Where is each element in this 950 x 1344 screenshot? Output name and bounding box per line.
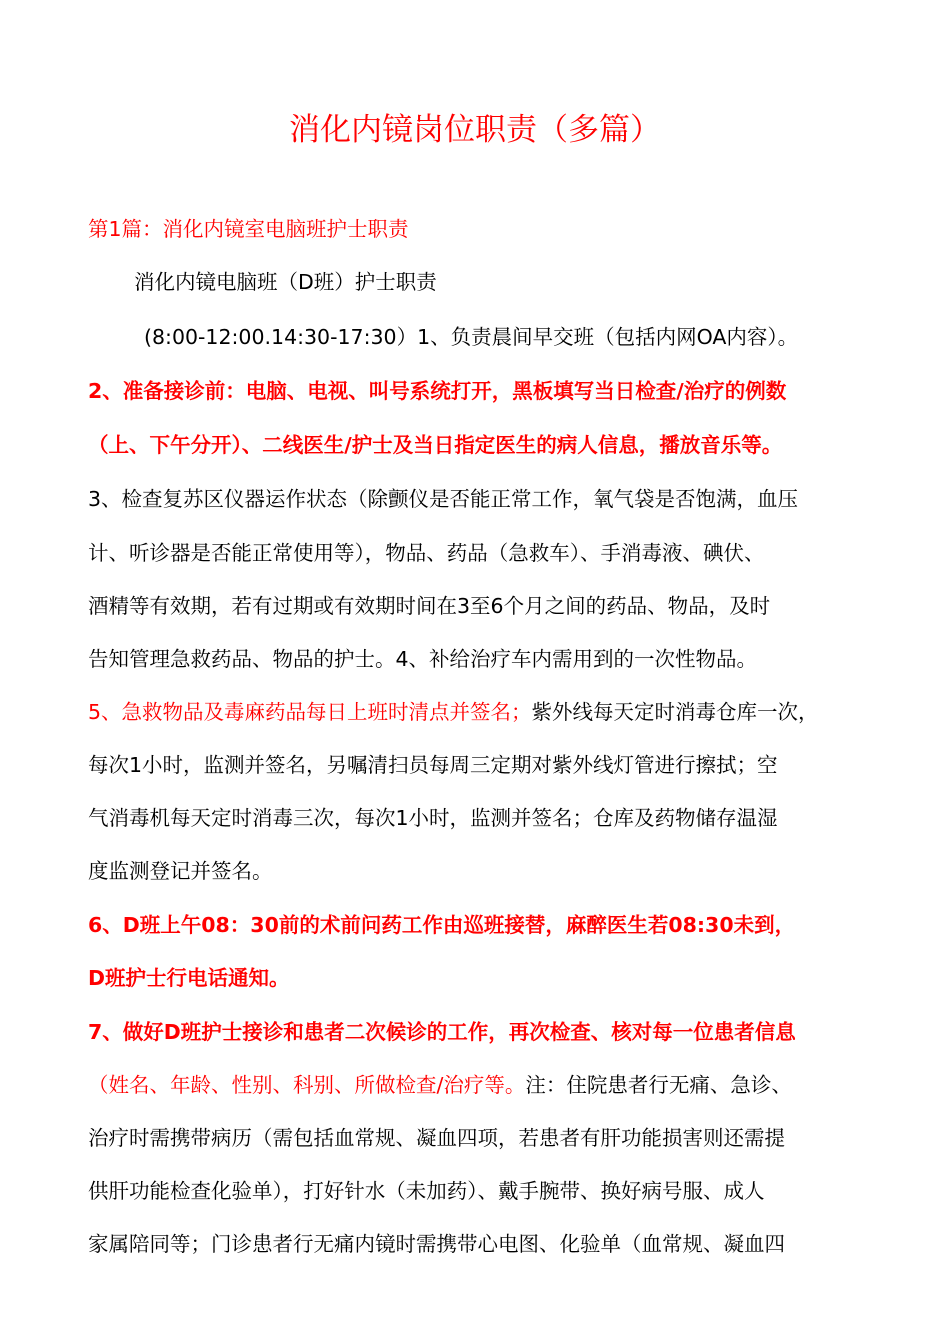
item-7-line: 治疗时需携带病历（需包括血常规、凝血四项，若患者有肝功能损害则还需提 <box>88 1126 785 1150</box>
item-6-line: 6、D班上午08：30前的术前问药工作由巡班接替，麻醉医生若08:30未到， <box>88 913 796 937</box>
item-7-black-text: 注：住院患者行无痛、急诊、 <box>525 1073 792 1097</box>
item-7-red-text: （姓名、年龄、性别、科别、所做检查/治疗等。 <box>88 1073 526 1097</box>
item-5-line: 气消毒机每天定时消毒三次，每次1小时，监测并签名；仓库及药物储存温湿 <box>88 806 778 830</box>
document-title: 消化内镜岗位职责（多篇） <box>289 112 661 148</box>
item-5-red-text: 5、急救物品及毒麻药品每日上班时清点并签名； <box>88 700 532 724</box>
item-6-line: D班护士行电话通知。 <box>88 966 290 990</box>
item-7-line: 供肝功能检查化验单），打好针水（未加药）、戴手腕带、换好病号服、成人 <box>88 1179 765 1203</box>
item-2-line: 2、准备接诊前：电脑、电视、叫号系统打开，黑板填写当日检查/治疗的例数 <box>88 379 787 403</box>
item-5-black-text: 紫外线每天定时消毒仓库一次， <box>531 700 819 724</box>
item-5-line: 每次1小时，监测并签名，另嘱清扫员每周三定期对紫外线灯管进行擦拭；空 <box>88 753 778 777</box>
subtitle: 消化内镜电脑班（D班）护士职责 <box>134 270 437 294</box>
item-7-line: 家属陪同等；门诊患者行无痛内镜时需携带心电图、化验单（血常规、凝血四 <box>88 1232 785 1256</box>
item-7-second-line <box>88 1070 792 1100</box>
item-3-line: 计、听诊器是否能正常使用等），物品、药品（急救车）、手消毒液、碘伏、 <box>88 541 765 565</box>
item-7-line: 7、做好D班护士接诊和患者二次候诊的工作，再次检查、核对每一位患者信息 <box>88 1020 796 1044</box>
item-2-line: （上、下午分开）、二线医生/护士及当日指定医生的病人信息，播放音乐等。 <box>88 433 783 457</box>
item-3-line: 3、检查复苏区仪器运作状态（除颤仪是否能正常工作，氧气袋是否饱满，血压 <box>88 487 799 511</box>
section-heading: 第1篇：消化内镜室电脑班护士职责 <box>88 217 409 241</box>
item-5-first-line <box>88 697 819 727</box>
item-3-line: 酒精等有效期，若有过期或有效期时间在3至6个月之间的药品、物品，及时 <box>88 594 771 618</box>
item-3-line: 告知管理急救药品、物品的护士。4、补给治疗车内需用到的一次性物品。 <box>88 647 758 671</box>
item-1-paragraph: (8:00-12:00.14:30-17:30）1、负责晨间早交班（包括内网OA内容）。 <box>144 325 799 349</box>
item-5-line: 度监测登记并签名。 <box>88 859 273 883</box>
